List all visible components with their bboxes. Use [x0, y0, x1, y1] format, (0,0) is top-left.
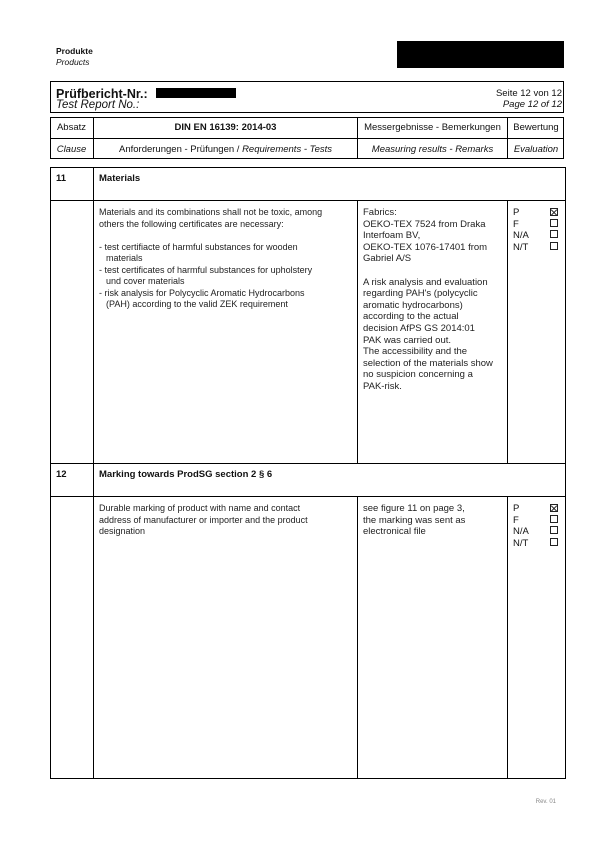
- col-clause-english: Clause: [56, 144, 87, 155]
- evaluation-labels: [513, 503, 529, 549]
- checkbox-nt[interactable]: [550, 538, 558, 546]
- result-line: aromatic hydrocarbons): [363, 299, 463, 311]
- col-requirements: [94, 144, 357, 156]
- page-number-english: Page 12 of 12: [502, 99, 562, 110]
- result-line: Gabriel A/S: [363, 253, 412, 265]
- checkbox-pass[interactable]: [550, 208, 558, 216]
- eval-label-fail: F: [513, 218, 519, 230]
- eval-label-nt: N/T: [513, 537, 529, 549]
- checkbox-na[interactable]: [550, 526, 558, 534]
- report-number-redacted: [156, 88, 236, 98]
- category-english: Products: [56, 57, 90, 67]
- section-title: Materials: [99, 173, 141, 184]
- checkbox-nt[interactable]: [550, 242, 558, 250]
- row-divider: [50, 200, 566, 201]
- requirement-line: Materials and its combinations shall not be toxic, among: [99, 207, 323, 217]
- result-line: decision AfPS GS 2014:01: [363, 322, 475, 334]
- requirement-line: address of manufacturer or importer and the product: [99, 514, 308, 525]
- requirement-line: (PAH) according to the valid ZEK requirement: [106, 299, 288, 309]
- eval-label-pass: P: [513, 503, 520, 514]
- requirement-line: - test certifiacte of harmful substances for wooden: [99, 241, 298, 252]
- logo-redacted: [397, 41, 564, 68]
- table-column-divider: [507, 497, 508, 779]
- eval-label-fail: F: [513, 514, 519, 526]
- col-clause-german: Absatz: [56, 122, 87, 133]
- result-line: regarding PAH's (polycyclic: [363, 288, 478, 300]
- requirement-text: [99, 503, 357, 538]
- section-number: 11: [56, 173, 67, 184]
- section-title: Marking towards ProdSG section 2 § 6: [99, 469, 273, 480]
- result-text: [363, 503, 508, 538]
- requirement-line: others the following certificates are necessary:: [99, 218, 284, 229]
- result-line: A risk analysis and evaluation: [363, 276, 488, 288]
- result-line: PAK-risk.: [363, 380, 402, 392]
- col-results-english: Measuring results - Remarks: [371, 144, 494, 155]
- table-column-divider: [357, 201, 358, 463]
- eval-label-nt: N/T: [513, 241, 529, 253]
- table-column-divider: [93, 167, 94, 779]
- result-line: no suspicion concerning a: [363, 369, 473, 381]
- report-label-german: Prüfbericht-Nr.:: [56, 87, 148, 101]
- requirement-line: - test certificates of harmful substances for upholstery: [99, 264, 313, 275]
- result-line: selection of the materials show: [363, 357, 493, 369]
- result-line: see figure 11 on page 3,: [363, 503, 465, 514]
- report-number-underscore: [209, 93, 217, 94]
- requirement-line: - risk analysis for Polycyclic Aromatic Hydrocarbons: [99, 287, 305, 298]
- result-line: OEKO-TEX 7524 from Draka: [363, 218, 486, 230]
- requirement-line: und cover materials: [106, 276, 185, 286]
- checkbox-fail[interactable]: [550, 219, 558, 227]
- requirement-text: [99, 207, 357, 311]
- eval-label-na: N/A: [513, 526, 529, 537]
- col-requirements-english: Requirements - Tests: [242, 144, 332, 155]
- col-standard-title: DIN EN 16139: 2014-03: [174, 122, 277, 133]
- report-label-english: Test Report No.:: [56, 99, 140, 111]
- result-line: PAK was carried out.: [363, 334, 452, 346]
- row-divider: [50, 496, 566, 497]
- requirement-line: designation: [99, 526, 146, 536]
- category-german: Produkte: [56, 46, 93, 56]
- table-column-divider: [357, 497, 358, 779]
- result-line: the marking was sent as: [363, 514, 466, 526]
- col-evaluation-english: Evaluation: [513, 144, 559, 155]
- result-line: Interfoam BV,: [363, 230, 421, 242]
- result-line: Fabrics:: [363, 207, 397, 218]
- result-line: according to the actual: [363, 311, 459, 323]
- requirement-line: Durable marking of product with name and contact: [99, 503, 301, 513]
- col-results-german: Messergebnisse - Bemerkungen: [364, 122, 501, 133]
- result-text: [363, 207, 508, 393]
- result-line: The accessibility and the: [363, 346, 468, 358]
- result-line: OEKO-TEX 1076-17401 from: [363, 241, 488, 253]
- col-evaluation-german: Bewertung: [513, 122, 559, 133]
- section-number: 12: [56, 469, 67, 480]
- row-divider: [50, 463, 566, 464]
- page-number-german: Seite 12 von 12: [495, 88, 562, 99]
- eval-label-na: N/A: [513, 230, 529, 241]
- header-divider: [50, 138, 564, 139]
- evaluation-labels: [513, 207, 529, 253]
- checkbox-na[interactable]: [550, 230, 558, 238]
- checkbox-pass[interactable]: [550, 504, 558, 512]
- revision-label: Rev. 01: [535, 799, 556, 805]
- eval-label-pass: P: [513, 207, 520, 218]
- requirement-line: materials: [106, 253, 143, 263]
- checkbox-fail[interactable]: [550, 515, 558, 523]
- col-requirements-german: Anforderungen - Prüfungen /: [119, 144, 243, 155]
- result-line: electronical file: [363, 526, 426, 538]
